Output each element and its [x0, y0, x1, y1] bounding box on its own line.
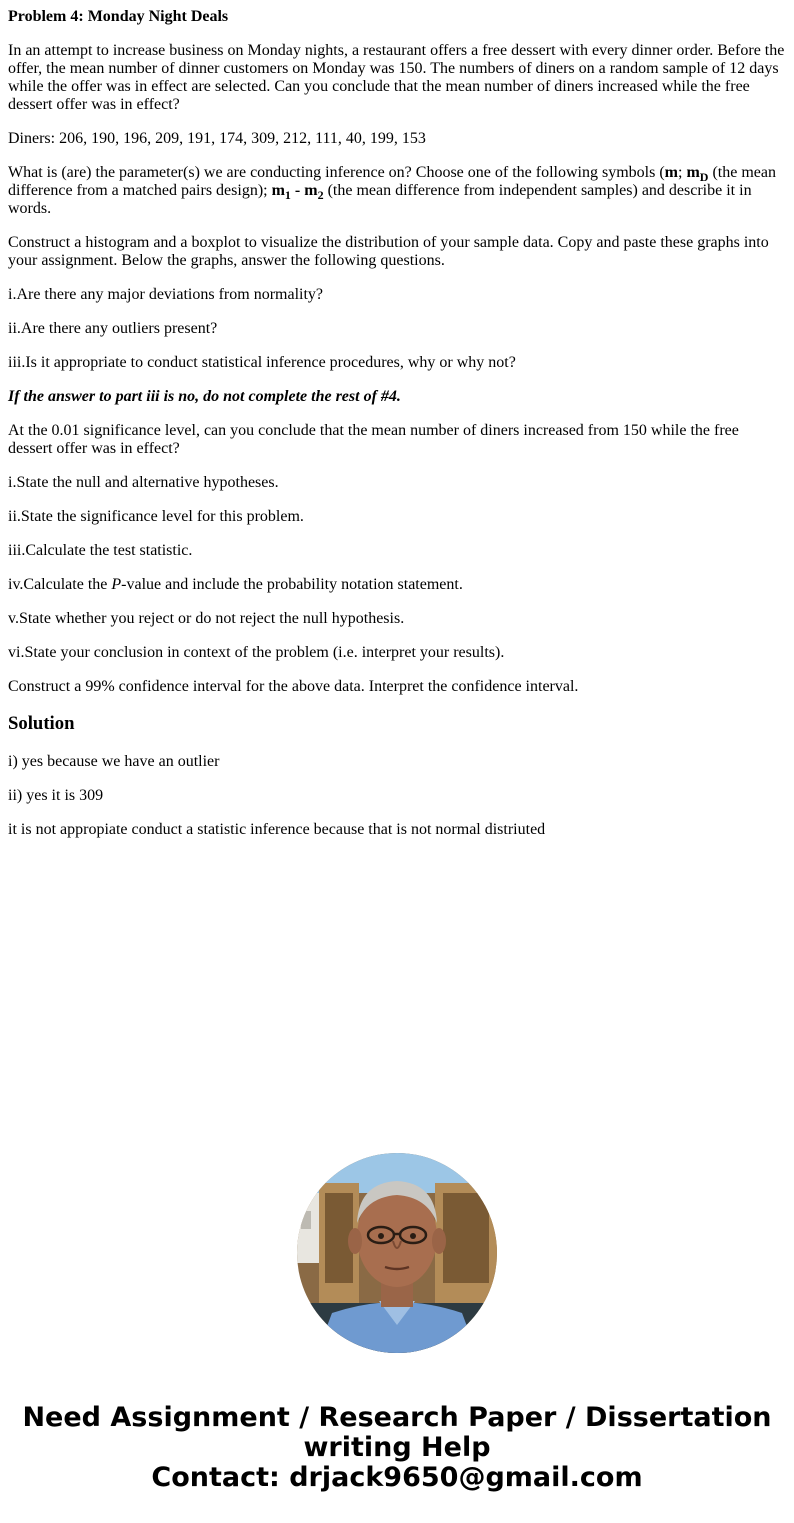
instruction-note: If the answer to part iii is no, do not complete the rest of #4. [8, 388, 401, 405]
solution-answer-3: it is not appropiate conduct a statistic inference because that is not normal distriuted [8, 821, 546, 838]
problem-title: Problem 4: Monday Night Deals [8, 8, 229, 25]
test-step-iv: iv.Calculate the P-value and include the probability notation statement. [8, 576, 463, 593]
solution-answer-1: i) yes because we have an outlier [8, 753, 220, 770]
test-step-i: i.State the null and alternative hypotheses. [8, 474, 279, 491]
test-step-v: v.State whether you reject or do not reject the null hypothesis. [8, 610, 405, 627]
author-photo [297, 1153, 497, 1353]
test-step-iii: iii.Calculate the test statistic. [8, 542, 193, 559]
question-ii: ii.Are there any outliers present? [8, 320, 218, 337]
confidence-interval-question: Construct a 99% confidence interval for the above data. Interpret the confidence interval. [8, 678, 579, 695]
footer-line-1: Need Assignment / Research Paper / Dissertation [22, 1402, 772, 1433]
document-body [8, 0, 786, 855]
parameter-question: What is (are) the parameter(s) we are conducting inference on? Choose one of the following symbols (m; $m_D$ (the mean difference from a matched pairs design); $m_1 - m_2$ (the mean difference from independent samples) and describe it in words. [8, 164, 776, 217]
footer-contact: Contact: drjack9650@gmail.com [151, 1462, 643, 1493]
solution-answer-2: ii) yes it is 309 [8, 787, 104, 804]
question-i: i.Are there any major deviations from normality? [8, 286, 324, 303]
contact-footer [0, 1403, 794, 1493]
solution-heading: Solution [8, 713, 75, 734]
problem-intro: In an attempt to increase business on Monday nights, a restaurant offers a free dessert with every dinner order. Before the offer, the mean number of dinner customers on Monday was 150. The numbers of diners on a random sample of 12 days while the offer was in effect are selected. Can you conclude that the mean number of diners increased while the free dessert offer was in effect? [8, 42, 785, 113]
diners-data: Diners: 206, 190, 196, 209, 191, 174, 309, 212, 111, 40, 199, 153 [8, 130, 426, 147]
test-step-vi: vi.State your conclusion in context of the problem (i.e. interpret your results). [8, 644, 505, 661]
question-iii: iii.Is it appropriate to conduct statistical inference procedures, why or why not? [8, 354, 516, 371]
test-question: At the 0.01 significance level, can you conclude that the mean number of diners increased from 150 while the free dessert offer was in effect? [8, 422, 739, 457]
test-step-ii: ii.State the significance level for this problem. [8, 508, 304, 525]
construct-graphs-instruction: Construct a histogram and a boxplot to visualize the distribution of your sample data. Copy and paste these graphs into your assignment. Below the graphs, answer the following questions. [8, 234, 769, 269]
footer-line-2: writing Help [303, 1432, 491, 1463]
